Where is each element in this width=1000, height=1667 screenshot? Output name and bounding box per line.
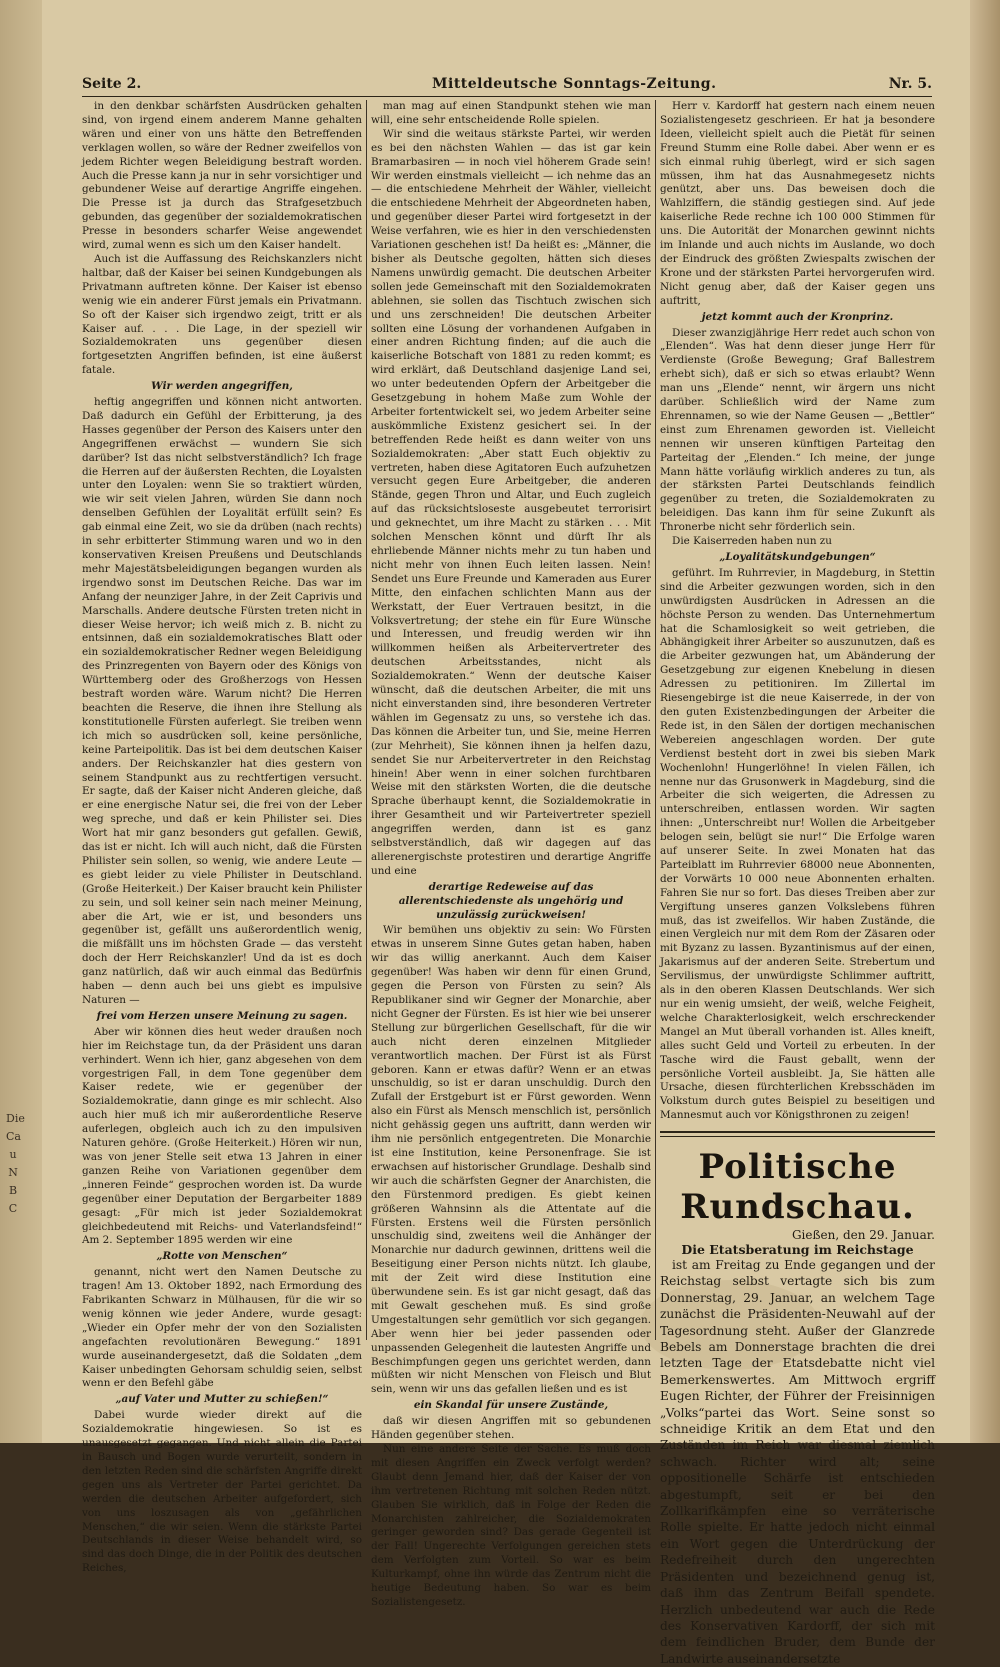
dateline: Gießen, den 29. Januar. [791,1228,935,1243]
newspaper-title: Mitteldeutsche Sonntags-Zeitung. [432,76,717,92]
paragraph: Auch ist die Auffassung des Reichskanzlers nicht haltbar, daß der Kaiser bei seinen Kundgebungen als Privatmann auftreten könne. Der Kaiser ist ebenso wenig wie ein anderer Fürst jemals ein Privatmann. So oft der Kaiser sich irgendwo zeigt, tritt er als Kaiser auf. . . . Die Lage, in der speziell wir Sozialdemokraten uns gegenüber diesen fortgesetzten Angriffen befinden, ist eine äußerst fatale. [82,252,362,377]
paragraph: Wir bemühen uns objektiv zu sein: Wo Fürsten etwas in unserem Sinne Gutes getan haben, haben wir das willig anerkannt. Auch dem Kaiser gegenüber! Was haben wir denn für einen Grund, gegen die Person von Fürsten zu sein? Als Republikaner sind wir Gegner der Monarchie, aber nicht Gegner der Fürsten. Es ist hier wie bei unserer Stellung zur bürgerlichen Gesellschaft, für die wir auch nicht deren einzelnen Mitglieder verantwortlich machen. Der Fürst ist als Fürst geboren. Kann er etwas dafür? Wenn er an etwas unschuldig, so ist er daran unschuldig. Durch den Zufall der Erstgeburt ist er Fürst geworden. Wenn also ein Fürst als Mensch menschlich ist, persönlich nicht gehässig gegen uns auftritt, dann werden wir ihm nie persönlich entgegentreten. Die Monarchie ist eine Institution, keine Personenfrage. Sie ist erwachsen auf historischer Grundlage. Deshalb sind wir auch die schärfsten Gegner der Anarchisten, die den Fürstenmord predigen. Es giebt keinen größeren Wahnsinn als die Attentate auf die Fürsten. Erstens weil die Fürsten persönlich unschuldig sind, zweitens weil die Anhänger der Monarchie nur dadurch gewinnen, drittens weil die Beseitigung einer Person nichts nützt. Ich glaube, mit der Zeit wird diese Institution eine überwundene sein. Es ist gar nicht gesagt, daß das mit Gewalt geschehen muß. Es sind große Umgestaltungen sehr gemütlich vor sich gegangen. Aber wenn hier bei jeder passenden oder unpassenden Gelegenheit die lautesten Angriffe und Beschimpfungen gegen uns gerichtet werden, dann müßten wir nicht Menschen von Fleisch und Blut sein, wenn wir uns das gefallen ließen und es ist [371,924,651,1396]
subheading: Wir werden angegriffen, [151,380,293,393]
subheading: frei vom Herzen unsere Meinung zu sagen. [96,1009,348,1022]
section-title: Politische Rundschau. [680,1147,915,1228]
paragraph: geführt. Im Ruhrrevier, in Magdeburg, in Stettin sind die Arbeiter gezwungen worden, sich in den unwürdigsten Ausdrücken in Adressen an die höchste Person zu wenden. Das Unternehmertum hat die Schamlosigkeit so weit getrieben, die Abhängigkeit ihrer Arbeiter so auszunutzen, daß es die Arbeiter gezwungen hat, um Abänderung der Gesetzgebung zur eigenen Knebelung in diesen Adressen zu petitioniren. Im Zillertal im Riesengebirge ist die neue Kaiserrede, in der von den guten Existenzbedingungen der Arbeiter die Rede ist, in den Sälen der dortigen mechanischen Webereien angeschlagen worden. Der gute Verdienst besteht dort in zwei bis sieben Mark Wochenlohn! Hungerlöhne! In vielen Fällen, ich nenne nur das Grusonwerk in Magdeburg, sind die Arbeiter die sich weigerten, die Adressen zu unterschreiben, entlassen worden. Wir sagten ihnen: „Unterschreibt nur! Wollen die Arbeitgeber belogen sein, belügt sie nur!“ Die Erfolge waren auf unserer Seite. In zwei Monaten hat das Parteiblatt im Ruhrrevier 68000 neue Abonnenten, der Vorwärts 10 000 neue Abonnenten erhalten. Fahren Sie nur so fort. Das dieses Treiben aber zur Vergiftung unseres ganzen Volkslebens führen muß, das ist zweifellos. Wir haben Zustände, die einen Vergleich nur mit dem Rom der Zäsaren oder mit Byzanz zu lassen. Byzantinismus auf der einen, Jakarismus auf der anderen Seite. Strebertum und Servilismus, der unwürdigste Schlimmer auftritt, als in den oberen Klassen Deutschlands. Wer sich nur ein wenig umsieht, der weiß, welche Feigheit, welche Charakterlosigkeit, welch erschreckender Mangel an Mut überall vorhanden ist. Alles kneift, alles sucht Geld und Vorteil zu erbeuten. In der Tasche wird die Faust geballt, wenn der persönliche Vorteil ausbleibt. Ja, Sie hätten alle Ursache, diesen fürchterlichen Krebsschäden im Volkstum durch gutes Beispiel zu beseitigen und Mannesmut auch vor Königsthronen zu zeigen! [660,566,935,1122]
paragraph: Herr v. Kardorff hat gestern nach einem neuen Sozialistengesetz geschrieen. Er hat ja besondere Ideen, vielleicht spielt auch die Pietät für seinen Freund Stumm eine Rolle dabei. Aber wenn er es sich einmal ruhig überlegt, wird er sich sagen müssen, ihm hat das Ausnahmegesetz nichts genützt, aber uns. Das beweisen doch die Wahlziffern, die ständig gestiegen sind. Auf jede kaiserliche Rede rechne ich 100 000 Stimmen für uns. Die Autorität der Monarchen gewinnt nichts im Inlande und auch nichts im Auslande, wo doch der Eindruck des größten Zwiespalts zwischen der Krone und der stärksten Partei hervorgerufen wird. Nicht genug aber, daß der Kaiser gegen uns auftritt, [660,100,935,307]
paragraph: genannt, nicht wert den Namen Deutsche zu tragen! Am 13. Oktober 1892, nach Ermordung des Fabrikanten Schwarz in Mülhausen, für die wir so wenig können wie jeder Andere, wurde gesagt: „Wieder ein Opfer mehr der von den Sozialisten angefachten revolutionären Bewegung.“ 1891 wurde auseinandergesetzt, daß die Soldaten „dem Kaiser unbedingten Gehorsam schuldig seien, selbst wenn er den Befehl gäbe [82,1266,362,1390]
paragraph: Wir sind die weitaus stärkste Partei, wir werden es bei den nächsten Wahlen — das ist gar kein Bramarbasiren — in noch viel höherem Grade sein! Wir werden einstmals vielleicht — ich nehme das an — die entschiedene Mehrheit der Wähler, vielleicht die entschiedene Mehrheit der Abgeordneten haben, und gegenüber dieser Partei wird fortgesetzt in der Weise verfahren, wie es hier in den verschiedensten Variationen geschehen ist! Da heißt es: „Männer, die bisher als Deutsche gegolten, hätten sich dieses Namens unwürdig gemacht. Die deutschen Arbeiter sollen jede Gemeinschaft mit den Sozialdemokraten ablehnen, sie sollen das Tischtuch zwischen sich und uns zerschneiden! Die deutschen Arbeiter sollten eine Lösung der vorhandenen Aufgaben in einer andren Richtung finden; auf die auch die kaiserliche Botschaft von 1881 zu reden kommt; es wird erklärt, daß Deutschland dasjenige Land sei, wo unter bedeutenden Opfern der Arbeitgeber die Gesetzgebung in hohem Maße zum Wohle der Arbeiter fortentwickelt sei, wo jedem Arbeiter seine auskömmliche Existenz gesichert sei. In der betreffenden Rede heißt es dann weiter von uns Sozialdemokraten: „Aber statt Euch objektiv zu vertreten, haben diese Agitatoren Euch aufzuhetzen versucht gegen Eure Arbeitgeber, die anderen Stände, gegen Thron und Altar, und Euch zugleich auf das rücksichtsloseste ausgebeutet terrorisirt und geknechtet, um ihre Macht zu stärken . . . Mit solchen Menschen könnt und dürft Ihr als ehrliebende Männer nichts mehr zu tun haben und nicht mehr von ihnen Euch leiten lassen. Nein! Sendet uns Eure Freunde und Kameraden aus Eurer Mitte, den einfachen schlichten Mann aus der Werkstatt, der Euer Vertrauen besitzt, in die Volksvertretung; der stehe ein für Eure Wünsche und Interessen, und freudig werden wir ihn willkommen heißen als Arbeitervertreter des deutschen Arbeitsstandes, nicht als Sozialdemokraten.“ Wenn der deutsche Kaiser wünscht, daß die deutschen Arbeiter, die mit uns nicht einverstanden sind, ihre besonderen Vertreter wählen im Gegensatz zu uns, so verstehe ich das. Das können die Arbeiter tun, und Sie, meine Herren (zur Mehrheit), Sie können ihnen ja helfen dazu, sendet Sie nur Arbeitervertreter in den Reichstag hinein! Aber wenn in einer solchen furchtbaren Weise mit den stärksten Worten, die die deutsche Sprache überhaupt kennt, die Sozialdemokratie in ihrer Gesamtheit und wir Parteivertreter speziell angegriffen werden, dann ist es ganz selbstverständlich, daß wir dagegen auf das allerenergischste protestiren und derartige Angriffe und eine [371,127,651,877]
paragraph: Aber wir können dies heut weder draußen noch hier im Reichstage tun, da der Präsident uns daran verhindert. Wenn ich hier, ganz abgesehen von dem vorgestrigen Fall, in dem Tone gegenüber dem Kaiser redete, wie er gegenüber der Sozialdemokratie, dann ginge es mir schlecht. Also auch hier muß ich mir außerordentliche Reserve auferlegen, obgleich auch ich zu den impulsiven Naturen gehöre. (Große Heiterkeit.) Hören wir nun, was von jener Stelle seit etwa 13 Jahren in einer ganzen Reihe von Variationen gegenüber dem „inneren Feinde“ gesprochen worden ist. Da wurde gegenüber einer Deputation der Bergarbeiter 1889 gesagt: „Für mich ist jeder Sozialdemokrat gleichbedeutend mit Reichs- und Vaterlandsfeind!“ Am 2. September 1895 werden wir eine [82,1025,362,1247]
section-divider [660,1131,935,1137]
paragraph: Nun eine andere Seite der Sache. Es muß doch mit diesen Angriffen ein Zweck verfolgt werden? Glaubt denn Jemand hier, daß der Kaiser der von ihm vertretenen Richtung mit solchen Reden nützt. Glauben Sie wirklich, daß in Folge der Reden die Monarchisten zahlreicher, die Sozialdemokraten geringer geworden sind? Das gerade Gegenteil ist der Fall! Ungerechte Verfolgungen gereichen stets dem Verfolgten zum Vorteil. So war es beim Kulturkampf, ohne ihn würde das Zentrum nicht die heutige Bedeutung haben. So war es beim Sozialistengesetz. [371,1443,651,1608]
column-3-article [660,100,935,1123]
article-paragraph: ist am Freitag zu Ende gegangen und der Reichstag selbst vertagte sich bis zum Donnerstag, 29. Januar, an welchem Tage zunächst die Präsidenten-Neuwahl auf der Tagesordnung steht. Außer der Glanzrede Bebels am Donnerstage brachten die drei letzten Tage der Etatsdebatte nicht viel Bemerkenswertes. Am Mittwoch ergriff Eugen Richter, der Führer der Freisinnigen „Volks“partei das Wort. Seine sonst so schneidige Kritik an dem Etat und den Zuständen im Reich war diesmal ziemlich schwach. Richter wird alt; seine oppositionelle Schärfe ist entschieden abgestumpft, seit er bei den Zollkarifkämpfen eine so verräterische Rolle spielte. Er hatte jedoch nicht einmal ein Wort gegen die Unterdrückung der Redefreiheit durch den ungerechten Präsidenten und bezeichnend genug ist, daß ihm das Zentrum Beifall spendete. Herzlich unbedeutend war auch die Rede des Konservativen Kardorff, der sich mit dem feindlichen Bruder, dem Bunde der Landwirte auseinandersetzte [660,1257,935,1666]
page-right-edge [970,0,1000,1443]
subheading: ein Skandal für unsere Zustände, [413,1399,609,1412]
article-headline: Die Etatsberatung im Reichstage [681,1242,914,1258]
text-column-1 [82,100,362,1575]
page-number: Seite 2. [82,76,142,92]
subheading: jetzt kommt auch der Kronprinz. [701,310,894,323]
subheading: „Loyalitätskundgebungen“ [719,551,876,563]
subheading: „Rotte von Menschen“ [156,1250,288,1263]
column-divider [366,100,367,1340]
text-column-3 [660,100,935,1666]
page-header [82,74,932,97]
article-body [660,1257,935,1667]
subheading: derartige Redeweise auf das allerentschiedenste als ungehörig und unzulässig zurückweisen! [398,880,624,921]
page-left-edge [0,0,42,1443]
paragraph: Dabei wurde wieder direkt auf die Sozialdemokratie hingewiesen. So ist es unausgesetzt gegangen. Und nicht allein die Partei in Bausch und Bogen wurde verurteilt, sondern in den letzten Reden sind die schärfsten Angriffe direkt gegen uns als Vertreter der Partei gerichtet. Da werden die deutschen Arbeiter aufgefordert, sich von uns loszusagen als von „gefährlichen Menschen,“ die wir seien. Wenn die stärkste Partei Deutschlands in dieser Weise behandelt wird, so sind das doch Dinge, die in der Politik des deutschen Reiches, [82,1409,362,1575]
margin-note: Die Ca u N B C [6,1112,25,1215]
paragraph: in den denkbar schärfsten Ausdrücken gehalten sind, von irgend einem anderem Manne gehalten wären und einer von uns hätte den Betreffenden verklagen wollen, so wäre der Redner zweifellos von jedem Richter wegen Beleidigung bestraft worden. Auch die Presse kann ja nur in sehr vorsichtiger und gebundener Weise auf derartige Angriffe eingehen. Die Presse ist ja durch das Strafgesetzbuch gebunden, das gegenüber der sozialdemokratischen Presse in besonders scharfer Weise angewendet wird, zumal wenn es sich um den Kaiser handelt. [82,100,362,252]
column-divider [655,100,656,1340]
paragraph: Die Kaiserreden haben nun zu [672,535,832,548]
paragraph: heftig angegriffen und können nicht antworten. Daß dadurch ein Gefühl der Erbitterung, ja des Hasses gegenüber der Person des Kaisers unter den Angegriffenen erwächst — wundern Sie sich darüber? Ist das nicht selbstverständlich? Ich frage die Herren auf der äußersten Rechten, die Loyalsten unter den Loyalen: wenn Sie so traktiert würden, wie wir seit vielen Jahren, würden Sie dann noch denselben Gefühlen der Loyalität erfüllt sein? Es gab einmal eine Zeit, wo sie da drüben (nach rechts) in sehr erbitterter Stimmung waren und wo in den konservativen Kreisen Preußens und Deutschlands mehr Majestätsbeleidigungen begangen wurden als irgendwo sonst im Deutschen Reiche. Das war im Anfang der neunziger Jahre, in der Zeit Caprivis und Marschalls. Andere deutsche Fürsten treten nicht in dieser Weise hervor; ich weiß mich z. B. nicht zu entsinnen, daß ein sozialdemokratisches Blatt oder ein sozialdemokratischer Redner wegen Beleidigung des Prinzregenten von Bayern oder des Königs von Württemberg oder des Großherzogs von Hessen bestraft worden wäre. Warum nicht? Die Herren beachten die Reserve, die ihnen ihre Stellung als konstitutionelle Fürsten auferlegt. Sie treiben wenn ich mich so ausdrücken soll, keine persönliche, keine Parteipolitik. Das ist bei dem deutschen Kaiser anders. Der Reichskanzler hat dies gestern von seinem Standpunkt aus zu rechtfertigen versucht. Er sagte, daß der Kaiser nicht Anderen gleiche, daß er eine energische Natur sei, die frei von der Leber weg spreche, und daß er kein Philister sei. Dies Wort hat mir ganz besonders gut gefallen. Gewiß, das ist er nicht. Ich will auch nicht, daß die Fürsten Philister sein sollen, so wenig, wie andere Leute — es giebt leider zu viele Philister in Deutschland. (Große Heiterkeit.) Der Kaiser braucht kein Philister zu sein, und soll keiner sein nach meiner Meinung, aber die Art, wie er ist, und besonders uns gegenüber ist, gefällt uns außerordentlich wenig, die mißfällt uns im höchsten Grade — das versteht doch der Herr Reichskanzler! Und da ist es doch ganz natürlich, daß wir auch einmal das Bedürfnis haben — denn auch bei uns giebt es impulsive Naturen — [82,396,362,1006]
paragraph: man mag auf einen Standpunkt stehen wie man will, eine sehr entscheidende Rolle spielen. [371,100,651,126]
paragraph: Dieser zwanzigjährige Herr redet auch schon von „Elenden“. Was hat denn dieser junge Herr für Verdienste (Große Bewegung; Graf Ballestrem erhebt sich), daß er sich so etwas erlaubt? Wenn man uns „Elende“ nennt, wir ärgern uns nicht darüber. Schließlich wird der Name zum Ehrennamen, so wie der Name Geusen — „Bettler“ einst zum Ehrenamen geworden ist. Vielleicht nennen wir unseren künftigen Parteitag den Parteitag der „Elenden.“ Ich meine, der junge Mann hätte vorläufig wirklich anderes zu tun, als der stärksten Partei Deutschlands feindlich gegenüber zu treten, die Sozialdemokraten zu beleidigen. Das kann ihm für seine Zukunft als Thronerbe nicht sehr förderlich sein. [660,326,935,534]
issue-number: Nr. 5. [888,76,932,92]
paragraph: daß wir diesen Angriffen mit so gebundenen Händen gegenüber stehen. [371,1415,651,1442]
text-column-2 [371,100,651,1608]
subheading: „auf Vater und Mutter zu schießen!“ [115,1393,329,1406]
